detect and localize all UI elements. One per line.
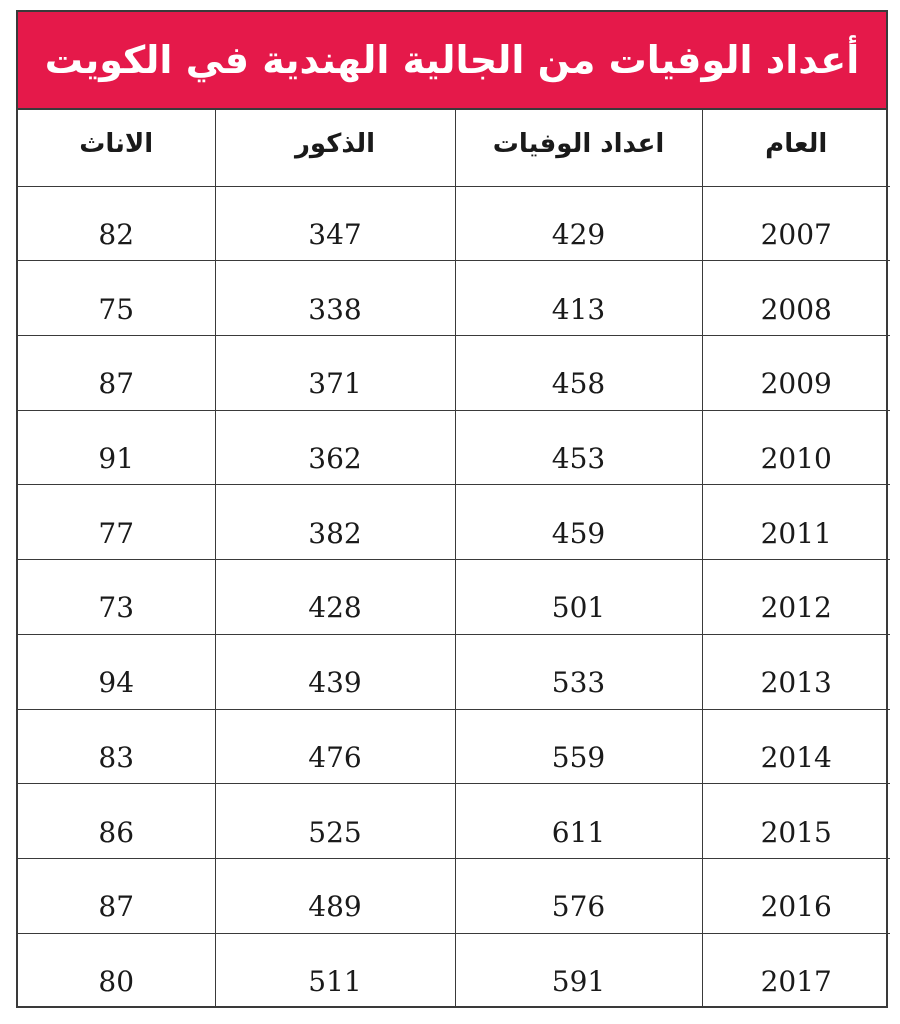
table-row — [18, 261, 890, 336]
table-row — [18, 933, 890, 1008]
female-cell: 82 — [18, 186, 215, 261]
male-cell: 439 — [215, 634, 455, 709]
table-row — [18, 560, 890, 635]
year-cell: 2014 — [702, 709, 890, 784]
year-cell: 2007 — [702, 186, 890, 261]
year-cell: 2009 — [702, 335, 890, 410]
table-row — [18, 858, 890, 933]
table-row — [18, 634, 890, 709]
female-cell: 83 — [18, 709, 215, 784]
year-cell: 2015 — [702, 784, 890, 859]
female-cell: 86 — [18, 784, 215, 859]
total-cell: 559 — [455, 709, 702, 784]
total-cell: 591 — [455, 933, 702, 1008]
column-header-female: الاناث — [18, 110, 215, 186]
column-header-year: العام — [702, 110, 890, 186]
table-row — [18, 485, 890, 560]
header-row — [18, 110, 890, 186]
table-row — [18, 410, 890, 485]
year-cell: 2017 — [702, 933, 890, 1008]
male-cell: 525 — [215, 784, 455, 859]
column-header-total: اعداد الوفيات — [455, 110, 702, 186]
table-title: أعداد الوفيات من الجالية الهندية في الكويت — [18, 12, 886, 110]
year-cell: 2013 — [702, 634, 890, 709]
year-cell: 2012 — [702, 560, 890, 635]
table-row — [18, 335, 890, 410]
male-cell: 371 — [215, 335, 455, 410]
total-cell: 459 — [455, 485, 702, 560]
female-cell: 75 — [18, 261, 215, 336]
total-cell: 576 — [455, 858, 702, 933]
male-cell: 338 — [215, 261, 455, 336]
year-cell: 2008 — [702, 261, 890, 336]
female-cell: 73 — [18, 560, 215, 635]
male-cell: 511 — [215, 933, 455, 1008]
female-cell: 87 — [18, 858, 215, 933]
table-row — [18, 784, 890, 859]
male-cell: 428 — [215, 560, 455, 635]
male-cell: 362 — [215, 410, 455, 485]
female-cell: 94 — [18, 634, 215, 709]
total-cell: 413 — [455, 261, 702, 336]
year-cell: 2011 — [702, 485, 890, 560]
total-cell: 458 — [455, 335, 702, 410]
total-cell: 429 — [455, 186, 702, 261]
total-cell: 533 — [455, 634, 702, 709]
table-row — [18, 709, 890, 784]
female-cell: 80 — [98, 965, 135, 999]
male-cell: 489 — [215, 858, 455, 933]
year-cell: 2016 — [702, 858, 890, 933]
male-cell: 382 — [215, 485, 455, 560]
total-cell: 453 — [455, 410, 702, 485]
year-cell: 2010 — [702, 410, 890, 485]
column-header-male: الذكور — [215, 110, 455, 186]
female-cell: 87 — [18, 335, 215, 410]
male-cell: 476 — [215, 709, 455, 784]
table-row — [18, 186, 890, 261]
total-cell: 501 — [455, 560, 702, 635]
deaths-table — [18, 110, 890, 1008]
total-cell: 611 — [455, 784, 702, 859]
male-cell: 347 — [215, 186, 455, 261]
female-cell: 77 — [18, 485, 215, 560]
table-frame — [16, 10, 888, 1008]
female-cell: 91 — [18, 410, 215, 485]
